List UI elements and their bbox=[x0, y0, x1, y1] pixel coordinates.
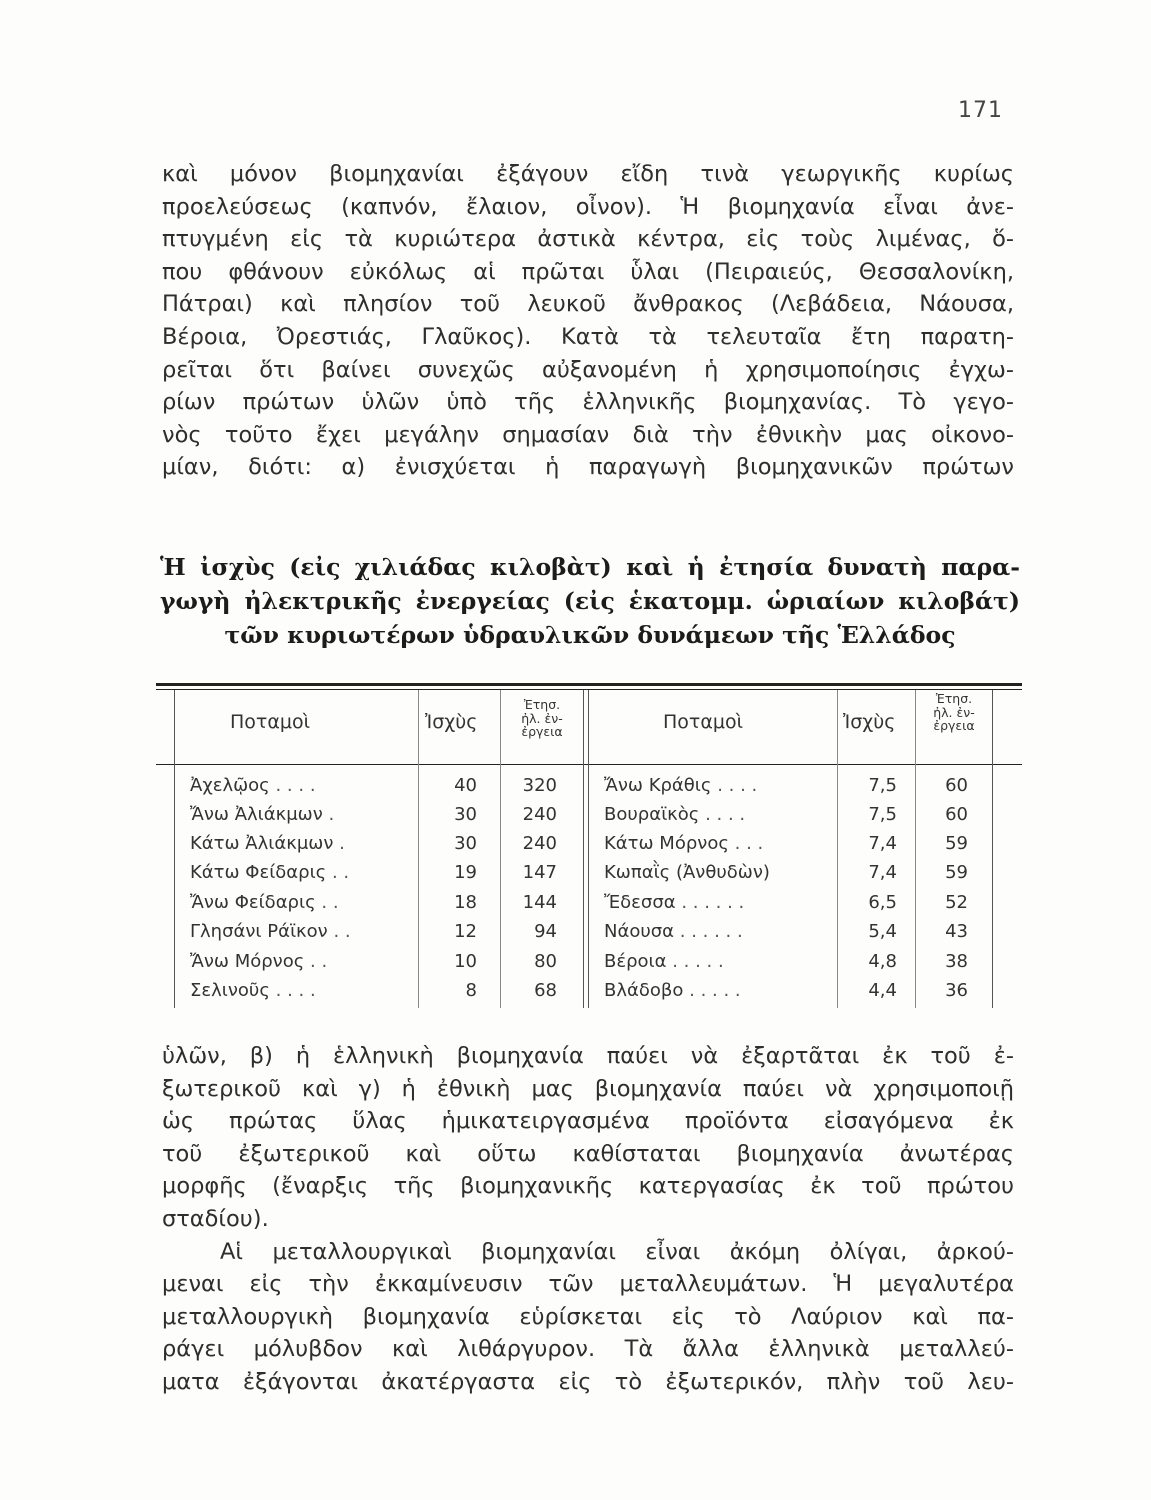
text-line: που φθάνουν εὐκόλως αἱ πρῶται ὗλαι (Πειραιεύς, Θεσσαλονίκη, bbox=[162, 258, 1014, 285]
table-row: Ἄνω Ἀλιάκμων . bbox=[190, 804, 335, 825]
power-value: 7,5 bbox=[868, 804, 897, 825]
table-column-rule bbox=[837, 690, 838, 1008]
text-line: μεναι εἰς τὴν ἐκκαμίνευσιν τῶν μεταλλευμάτων. Ἡ μεγαλυτέρα bbox=[162, 1271, 1014, 1298]
energy-value: 147 bbox=[522, 862, 557, 883]
table-row: Κάτω Μόρνος . . . bbox=[604, 833, 764, 854]
text-line: ρίων πρώτων ὑλῶν ὑπὸ τῆς ἑλληνικῆς βιομηχανίας. Τὸ γεγο- bbox=[162, 389, 1014, 416]
table-header-rule bbox=[156, 764, 1022, 765]
energy-value: 94 bbox=[534, 921, 557, 942]
table-top-rule-thin bbox=[156, 689, 1022, 690]
energy-value: 240 bbox=[522, 804, 557, 825]
table-column-rule bbox=[583, 690, 584, 1008]
header-energy: Ἐτησ. ἠλ. ἐν- ἐργεια bbox=[521, 697, 563, 739]
table-row: Ἀχελῷος . . . . bbox=[190, 775, 316, 796]
table-row: Ἄνω Φείδαρις . . bbox=[190, 892, 339, 913]
text-line: ματα ἐξάγονται ἀκατέργαστα εἰς τὸ ἐξωτερικόν, πλὴν τοῦ λευ- bbox=[162, 1368, 1014, 1395]
power-value: 6,5 bbox=[868, 892, 897, 913]
paragraph-top bbox=[162, 158, 1014, 484]
table-row: Βουραϊκὸς . . . . bbox=[604, 804, 746, 825]
table-row: Ἄνω Κράθις . . . . bbox=[604, 775, 758, 796]
text-line: προελεύσεως (καπνόν, ἔλαιον, οἶνον). Ἡ βιομηχανία εἶναι ἀνε- bbox=[162, 193, 1014, 220]
text-line: ξωτερικοῦ καὶ γ) ἡ ἐθνικὴ μας βιομηχανία παύει νὰ χρησιμοποιῇ bbox=[162, 1075, 1014, 1102]
table-column-rule bbox=[500, 690, 501, 1008]
power-value: 4,4 bbox=[868, 980, 897, 1001]
text-line: ὑλῶν, β) ἡ ἑλληνικὴ βιομηχανία παύει νὰ ἐξαρτᾶται ἐκ τοῦ ἐ- bbox=[162, 1043, 1014, 1069]
text-line: μορφῆς (ἔναρξις τῆς βιομηχανικῆς κατεργασίας ἐκ τοῦ πρώτου bbox=[162, 1173, 1014, 1200]
table-column-rule bbox=[915, 690, 916, 1008]
table-row: Σελινοῦς . . . . bbox=[190, 980, 316, 1001]
text-line: μεταλλουργικὴ βιομηχανία εὑρίσκεται εἰς τὸ Λαύριον καὶ πα- bbox=[162, 1303, 1014, 1330]
table-column-rule bbox=[418, 690, 419, 1008]
energy-value: 320 bbox=[522, 775, 557, 796]
text-line: καὶ μόνον βιομηχανίαι ἐξάγουν εἴδη τινὰ γεωργικῆς κυρίως bbox=[162, 161, 1014, 187]
power-value: 7,4 bbox=[868, 833, 897, 854]
power-value: 40 bbox=[454, 775, 477, 796]
power-value: 30 bbox=[454, 833, 477, 854]
header-energy: Ἐτησ. ἠλ. ἐν- ἐργεια bbox=[933, 691, 975, 733]
text-line: ὡς πρώτας ὕλας ἡμικατειργασμένα προϊόντα εἰσαγόμενα ἐκ bbox=[162, 1108, 1014, 1135]
text-line: Βέροια, Ὀρεστιάς, Γλαῦκος). Κατὰ τὰ τελευταῖα ἔτη παρατη- bbox=[162, 323, 1014, 350]
table-column-rule bbox=[588, 690, 589, 1008]
text-line: πτυγμένη εἰς τὰ κυριώτερα ἀστικὰ κέντρα, εἰς τοὺς λιμένας, ὅ- bbox=[162, 226, 1014, 253]
table-column-rule bbox=[174, 690, 175, 1008]
energy-value: 240 bbox=[522, 833, 557, 854]
text-line: μίαν, διότι: α) ἐνισχύεται ἡ παραγωγὴ βιομηχανικῶν πρώτων bbox=[162, 454, 1014, 481]
power-value: 12 bbox=[454, 921, 477, 942]
text-line: Πάτραι) καὶ πλησίον τοῦ λευκοῦ ἄνθρακος (Λεβάδεια, Νάουσα, bbox=[162, 291, 1014, 318]
header-rivers: Ποταμοὶ bbox=[230, 711, 311, 733]
energy-value: 59 bbox=[945, 862, 968, 883]
energy-value: 80 bbox=[534, 951, 557, 972]
power-value: 19 bbox=[454, 862, 477, 883]
table-row: Ἄνω Μόρνος . . bbox=[190, 951, 328, 972]
text-line: Αἱ μεταλλουργικαὶ βιομηχανίαι εἶναι ἀκόμη ὀλίγαι, ἀρκού- bbox=[220, 1238, 1014, 1265]
paragraph-bottom bbox=[162, 1040, 1014, 1399]
energy-value: 60 bbox=[945, 775, 968, 796]
energy-value: 59 bbox=[945, 833, 968, 854]
table-row: Γλησάνι Ράϊκον . . bbox=[190, 921, 351, 942]
table-row: Νάουσα . . . . . . bbox=[604, 921, 743, 942]
energy-value: 36 bbox=[945, 980, 968, 1001]
power-value: 8 bbox=[465, 980, 477, 1001]
table-row: Κωπαῒς (Ἀνθυδὼν) bbox=[604, 862, 770, 883]
energy-value: 38 bbox=[945, 951, 968, 972]
energy-value: 68 bbox=[534, 980, 557, 1001]
energy-value: 144 bbox=[522, 892, 557, 913]
power-value: 7,5 bbox=[868, 775, 897, 796]
text-line: νὸς τοῦτο ἔχει μεγάλην σημασίαν διὰ τὴν ἐθνικὴν μας οἰκονο- bbox=[162, 421, 1014, 448]
table-row: Κάτω Φείδαρις . . bbox=[190, 862, 350, 883]
table-column-rule bbox=[992, 690, 993, 1008]
table-row: Ἔδεσσα . . . . . . bbox=[604, 892, 745, 913]
power-value: 7,4 bbox=[868, 862, 897, 883]
power-value: 10 bbox=[454, 951, 477, 972]
text-line: ράγει μόλυβδον καὶ λιθάργυρον. Τὰ ἄλλα ἑλληνικὰ μεταλλεύ- bbox=[162, 1336, 1014, 1363]
table-top-rule bbox=[156, 683, 1022, 686]
table-row: Βέροια . . . . . bbox=[604, 951, 724, 972]
table-row: Βλάδοβο . . . . . bbox=[604, 980, 741, 1001]
header-power: Ἰσχὺς bbox=[843, 711, 896, 733]
text-line: τοῦ ἐξωτερικοῦ καὶ οὕτω καθίσταται βιομηχανία ἀνωτέρας bbox=[162, 1140, 1014, 1167]
caption-line: τῶν κυριωτέρων ὑδραυλικῶν δυνάμεων τῆς Ἑλλάδος bbox=[224, 621, 956, 649]
table-caption bbox=[160, 550, 1020, 652]
header-rivers: Ποταμοὶ bbox=[663, 711, 744, 733]
text-line: ρεῖται ὅτι βαίνει συνεχῶς αὐξανομένη ἡ χρησιμοποίησις ἐγχω- bbox=[162, 356, 1014, 383]
power-value: 30 bbox=[454, 804, 477, 825]
page-number: 171 bbox=[958, 98, 1003, 123]
power-value: 5,4 bbox=[868, 921, 897, 942]
caption-line: γωγὴ ἠλεκτρικῆς ἐνεργείας (εἰς ἑκατομμ. ὡριαίων κιλοβάτ) bbox=[160, 587, 1020, 615]
energy-value: 43 bbox=[945, 921, 968, 942]
table-row: Κάτω Ἀλιάκμων . bbox=[190, 833, 345, 854]
power-value: 4,8 bbox=[868, 951, 897, 972]
energy-value: 52 bbox=[945, 892, 968, 913]
energy-value: 60 bbox=[945, 804, 968, 825]
caption-line: Ἡ ἰσχὺς (εἰς χιλιάδας κιλοβὰτ) καὶ ἡ ἐτησία δυνατὴ παρα- bbox=[160, 553, 1020, 581]
header-power: Ἰσχὺς bbox=[425, 711, 478, 733]
power-value: 18 bbox=[454, 892, 477, 913]
text-line: σταδίου). bbox=[162, 1205, 269, 1232]
